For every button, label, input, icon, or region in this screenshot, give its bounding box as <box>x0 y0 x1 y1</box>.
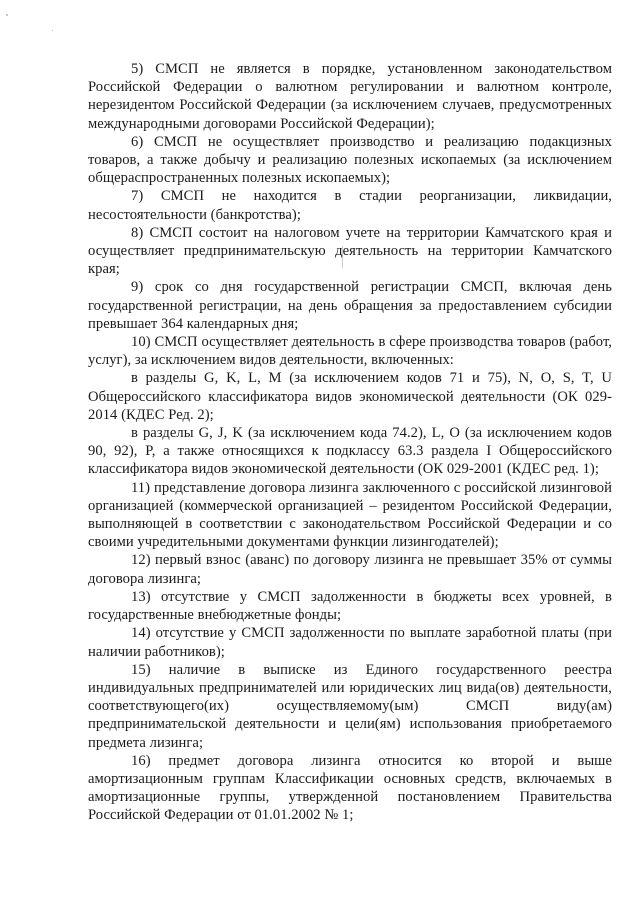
paragraph-6: 6) СМСП не осуществляет производство и реализацию подакцизных товаров, а также добычу и реализацию полезных ископаемых (за исключением общераспространенных полезных ископаемых); <box>88 133 612 187</box>
paragraph-9: 9) срок со дня государственной регистрации СМСП, включая день государственной регистрации, на день обращения за предоставлением субсидии превышает 364 календарных дня; <box>88 279 612 332</box>
scan-speck <box>52 30 53 31</box>
paragraph-16: 16) предмет договора лизинга относится ко второй и выше амортизационным группам Классификации основных средств, включаемых в амортизационные группы, утвержденной постановлением Правительства Российской Федерации от 01.01.2002 № 1; <box>88 752 612 824</box>
paragraph-8: 8) СМСП состоит на налоговом учете на территории Камчатского края и осуществляет предпринимательскую деятельность на территории Камчатского края; <box>88 224 612 278</box>
paragraph-11: 11) представление договора лизинга заключенного с российской лизинговой организацией (коммерческой организацией – резидентом Российской Федерации, выполняющей в соответствии с законодательством Российской Федерации и со своими учредительными документами функции лизингодателей); <box>88 479 612 551</box>
paragraph-14: 14) отсутствие у СМСП задолженности по выплате заработной платы (при наличии работников); <box>88 625 612 660</box>
paragraph-10-item-b: в разделы G, J, K (за исключением кода 74.2), L, O (за исключением кодов 90, 92), P, а также относящихся к подклассу 63.3 раздела I Общероссийского классификатора видов экономической деятельности (ОК 029-2001 (КДЕС ред. 1); <box>88 425 612 478</box>
paragraph-13: 13) отсутствие у СМСП задолженности в бюджеты всех уровней, в государственные внебюджетные фонды; <box>88 588 612 624</box>
document-body <box>88 60 612 825</box>
scan-speck <box>6 14 8 16</box>
paragraph-10-item-a: в разделы G, K, L, M (за исключением кодов 71 и 75), N, O, S, T, U Общероссийского классификатора видов экономической деятельности (ОК 029-2014 (КДЕС Ред. 2); <box>88 370 612 423</box>
paragraph-12: 12) первый взнос (аванс) по договору лизинга не превышает 35% от суммы договора лизинга; <box>88 552 612 587</box>
paragraph-5: 5) СМСП не является в порядке, установленном законодательством Российской Федерации о валютном регулировании и валютном контроле, нерезидентом Российской Федерации (за исключением случаев, предусмотренных международными договорами Российской Федерации); <box>88 61 612 132</box>
paragraph-15: 15) наличие в выписке из Единого государственного реестра индивидуальных предпринимателей или юридических лиц вида(ов) деятельности, соответствующего(их) осуществляемому(ым) СМСП виду(ам) предпринимательской деятельности и цели(ям) использования приобретаемого предмета лизинга; <box>88 661 612 751</box>
paragraph-7: 7) СМСП не находится в стадии реорганизации, ликвидации, несостоятельности (банкротства); <box>88 188 612 223</box>
paragraph-10: 10) СМСП осуществляет деятельность в сфере производства товаров (работ, услуг), за исключением видов деятельности, включенных: <box>88 334 612 369</box>
